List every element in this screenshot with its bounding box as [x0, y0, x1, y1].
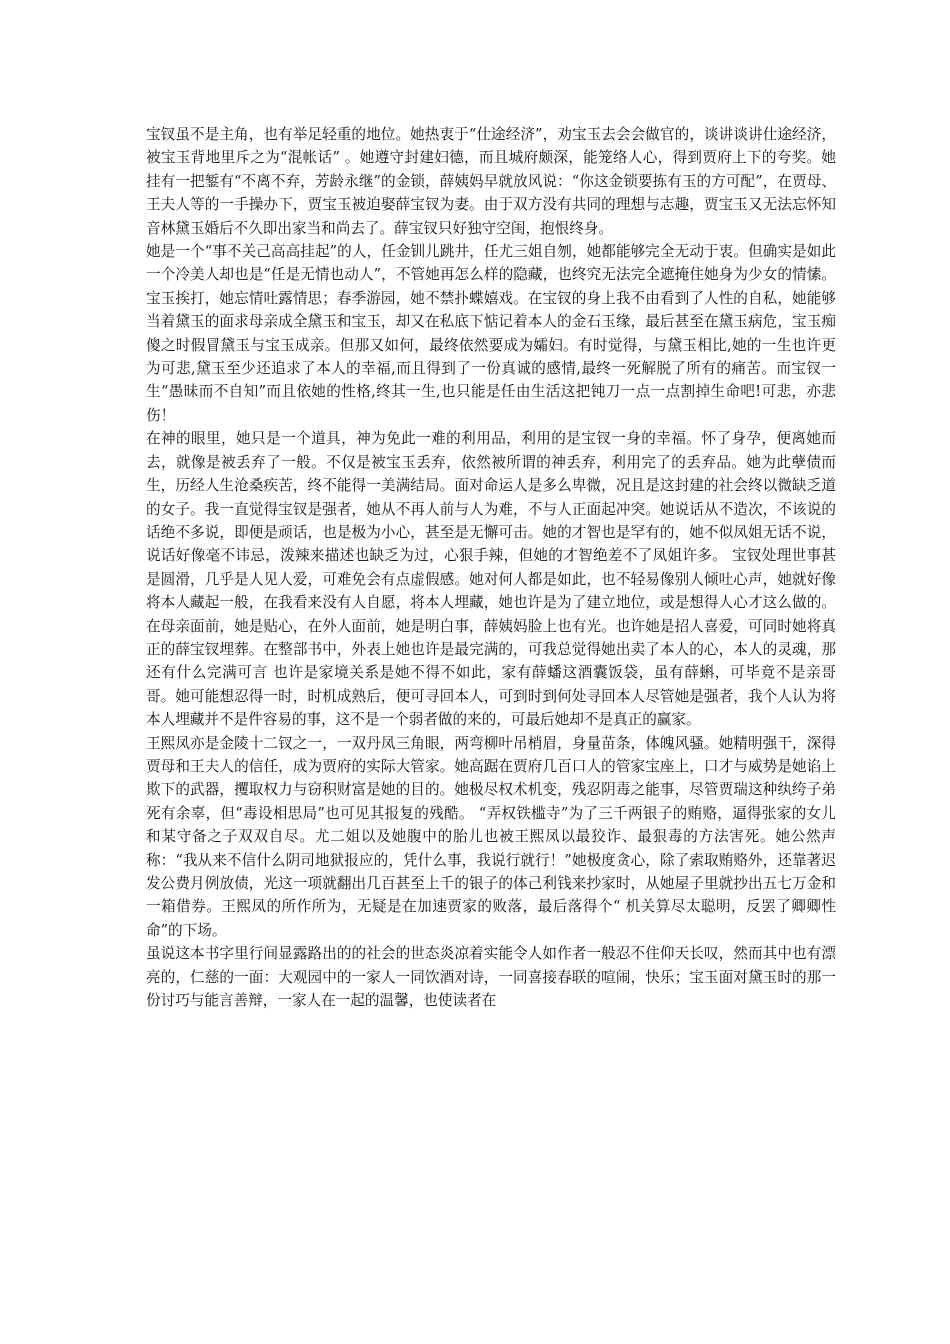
essay-body: [146, 123, 836, 1012]
paragraph-daguanyuan: 虽说这本书字里行间显露路出的的社会的世态炎凉着实能令人如作者一般忍不住仰天长叹，然而其中也有漂亮的，仁慈的一面：大观园中的一家人一同饮酒对诗，一同喜接春联的喧闹，快乐；宝玉面对黛玉时的那一份讨巧与能言善辩，一家人在一起的温馨，也使读者在: [146, 945, 836, 1010]
paragraph-wang-xifeng: 王熙凤亦是金陵十二钗之一，一双丹凤三角眼，两弯柳叶吊梢眉，身量苗条，体魄风骚。她精明强干，深得贾母和王夫人的信任，成为贾府的实际大管家。她高踞在贾府几百口人的管家宝座上，口才与威势是她谄上欺下的武器，攫取权力与窃积财富是她的目的。她极尽权术机变，残忍阴毒之能事，尽管贾瑞这种纨绔子弟死有余辜，但“毒设相思局”也可见其报复的残酷。 “弄权铁槛寺”为了三千两银子的贿赂，逼得张家的女儿和某守备之子双双自尽。尤二姐以及她腹中的胎儿也被王熙凤以最狡诈、最狠毒的方法害死。她公然声称：“我从来不信什么阴司地狱报应的，凭什么事，我说行就行！”她极度贪心，除了索取贿赂外，还靠著迟发公费月例放债，光这一项就翻出几百甚至上千的银子的体己利钱来抄家时，从她屋子里就抄出五七万金和一箱借券。王熙凤的所作所为，无疑是在加速贾家的败落，最后落得个“ 机关算尽太聪明，反罢了卿卿性命”的下场。: [146, 734, 836, 939]
paragraph-baochai-role: 宝钗虽不是主角，也有举足轻重的地位。她热衷于“仕途经济”，劝宝玉去会会做官的，谈讲谈讲仕途经济，被宝玉背地里斥之为“混帐话” 。她遵守封建妇德，而且城府颇深，能笼络人心，得到贾府上下的夸奖。她挂有一把錾有“不离不弃，芳龄永继”的金锁，薛姨妈早就放风说：“你这金锁要拣有玉的方可配”，在贾母、王夫人等的一手操办下，贾宝玉被迫娶薛宝钗为妻。由于双方没有共同的理想与志趣，贾宝玉又无法忘怀知音林黛玉婚后不久即出家当和尚去了。薛宝钗只好独守空闺，抱恨终身。: [146, 126, 836, 237]
paragraph-baochai-character: 她是一个“事不关己高高挂起”的人，任金钏儿跳井，任尤三姐自刎，她都能够完全无动于衷。但确实是如此一个冷美人却也是“任是无情也动人”，不管她再怎么样的隐藏，也终究无法完全遮掩住她身为少女的情愫。宝玉挨打，她忘情吐露情思；春季游园，她不禁扑蝶嬉戏。在宝钗的身上我不由看到了人性的自私，她能够当着黛玉的面求母亲成全黛玉和宝玉，却又在私底下惦记着本人的金石玉缘，最后甚至在黛玉病危，宝玉痴傻之时假冒黛玉与宝玉成亲。但那又如何，最终依然要成为孀妇。有时觉得，与黛玉相比,她的一生也许更为可悲,黛玉至少还追求了本人的幸福,而且得到了一份真诚的感情,最终一死解脱了所有的痛苦。而宝钗一生“愚昧而不自知”而且依她的性格,终其一生,也只能是任由生活这把钝刀一点一点割掉生命吧!可悲，亦悲伤！: [146, 243, 836, 424]
paragraph-baochai-fate: 在神的眼里，她只是一个道具，神为免此一难的利用品，利用的是宝钗一身的幸福。怀了身孕，便离她而去，就像是被丢弃了一般。不仅是被宝玉丢弃，依然被所谓的神丢弃，利用完了的丢弃品。她为此孽债而生，历经人生沧桑疾苦，终不能得一美满结局。面对命运人是多么卑微，况且是这封建的社会终以微缺乏道的女子。我一直觉得宝钗是强者，她从不再人前与人为难，不与人正面起冲突。她说话从不造次，不该说的话绝不多说，即便是顽话，也是极为小心，甚至是无懈可击。她的才智也是罕有的，她不似凤姐无话不说，说话好像毫不讳忌，泼辣来描述也缺乏为过，心狠手辣，但她的才智绝差不了凤姐许多。 宝钗处理世事甚是圆滑，几乎是人见人爱，可难免会有点虚假感。她对何人都是如此，也不轻易像别人倾吐心声，她就好像将本人藏起一般，在我看来没有人自愿，将本人埋藏，她也许是为了建立地位，或是想得人心才这么做的。在母亲面前，她是贴心，在外人面前，她是明白事，薛姨妈脸上也有光。也许她是招人喜爱，可同时她将真正的薛宝钗埋葬。在整部书中，外表上她也许是最完满的，可我总觉得她出卖了本人的心，本人的灵魂，那还有什么完满可言 也许是家境关系是她不得不如此，家有薛蟠这酒囊饭袋，虽有薛蝌，可毕竟不是亲哥哥。她可能想忍得一时，时机成熟后，便可寻回本人，可到时到何处寻回本人尽管她是强者，我个人认为将本人埋藏并不是件容易的事，这不是一个弱者做的来的，可最后她却不是真正的赢家。: [146, 430, 836, 729]
